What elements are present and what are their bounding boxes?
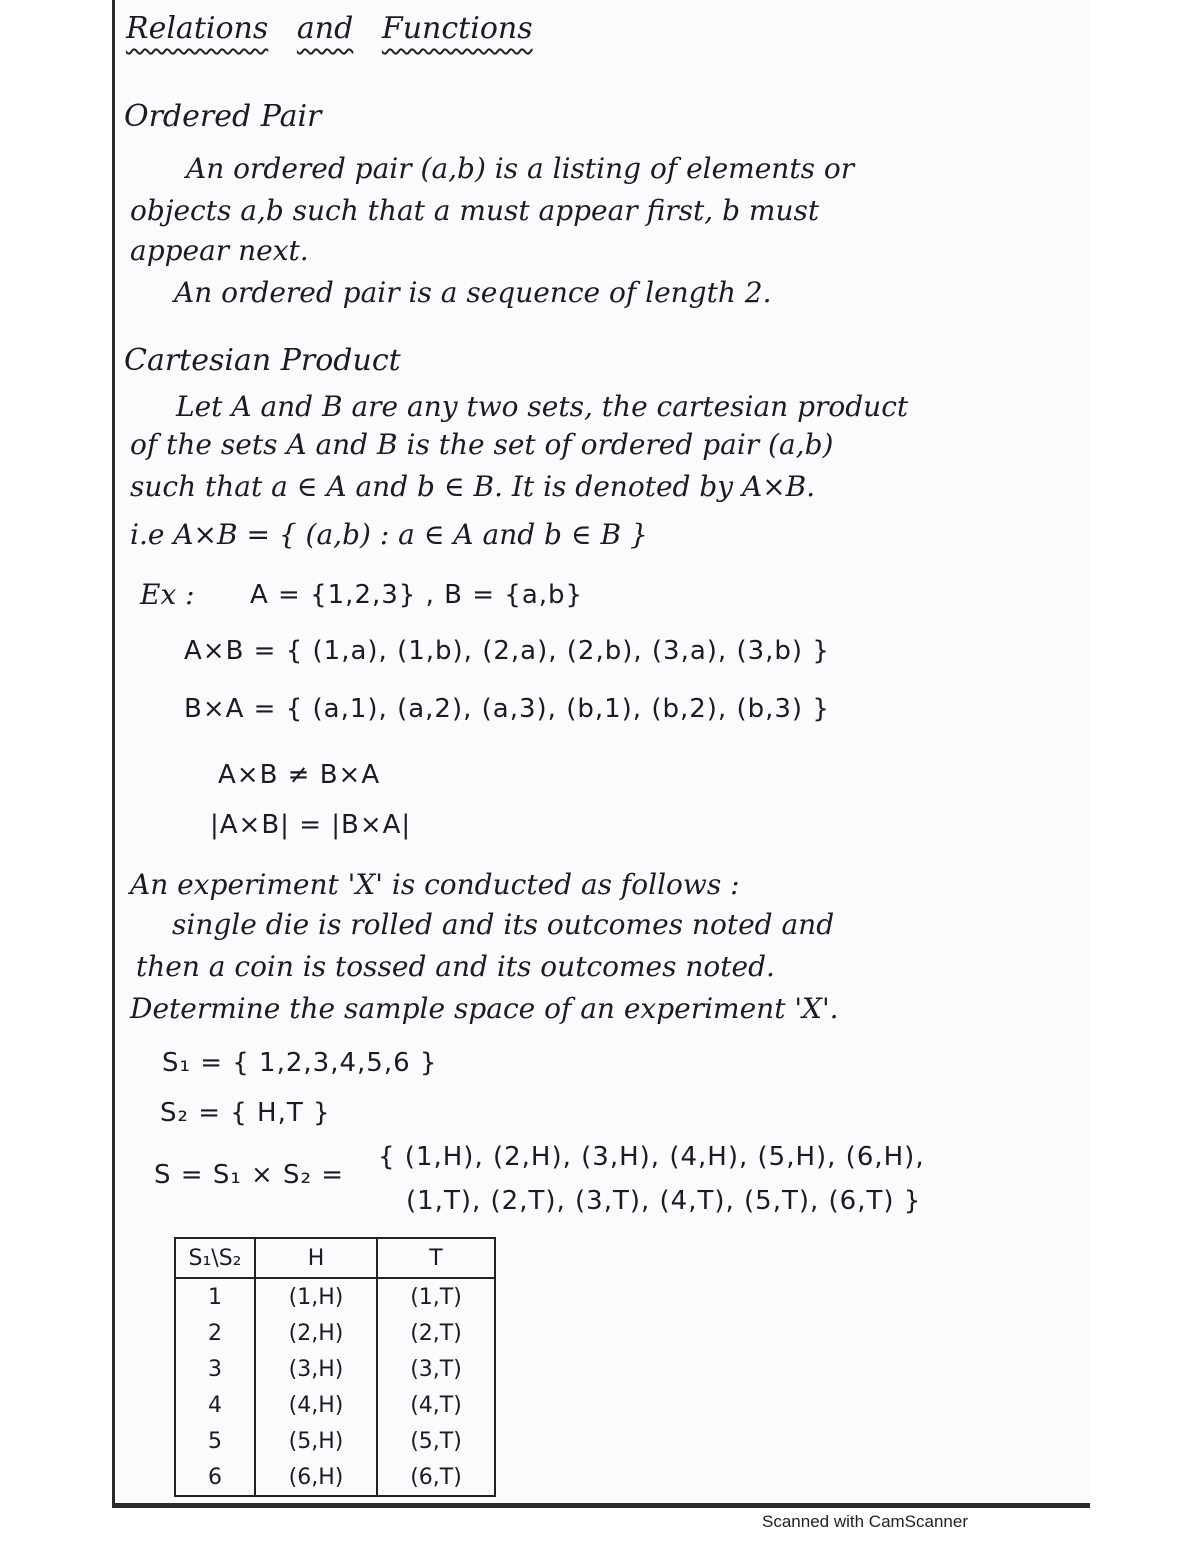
table-row xyxy=(175,1351,495,1387)
experiment-line-2: single die is rolled and its outcomes noted and xyxy=(172,908,835,941)
table-row xyxy=(175,1315,495,1351)
table-cell: (2,T) xyxy=(377,1315,495,1351)
ordered-pair-heading: Ordered Pair xyxy=(124,99,322,134)
cartesian-line-4: i.e A×B = { (a,b) : a ∈ A and b ∈ B } xyxy=(130,518,648,551)
sample-space-s1: S₁ = { 1,2,3,4,5,6 } xyxy=(162,1048,438,1078)
title-word-relations: Relations xyxy=(126,11,269,46)
experiment-line-1: An experiment 'X' is conducted as follows : xyxy=(130,868,740,901)
title-word-functions: Functions xyxy=(381,11,533,46)
example-label: Ex : xyxy=(140,578,195,611)
table-row-label: 5 xyxy=(175,1423,255,1459)
table-cell: (1,T) xyxy=(377,1278,495,1315)
ordered-pair-line-2: objects a,b such that a must appear first, b must xyxy=(130,194,820,227)
ordered-pair-line-4: An ordered pair is a sequence of length 2. xyxy=(174,276,772,309)
table-row xyxy=(175,1423,495,1459)
example-bxa: B×A = { (a,1), (a,2), (a,3), (b,1), (b,2), (b,3) } xyxy=(184,694,830,724)
table-row xyxy=(175,1278,495,1315)
sample-space-s-label: S = S₁ × S₂ = xyxy=(154,1160,345,1190)
cartesian-heading: Cartesian Product xyxy=(124,343,401,378)
table-cell: (6,T) xyxy=(377,1459,495,1496)
table-cell: (5,T) xyxy=(377,1423,495,1459)
sample-space-s-line-2: (1,T), (2,T), (3,T), (4,T), (5,T), (6,T) } xyxy=(406,1186,922,1216)
table-row-label: 3 xyxy=(175,1351,255,1387)
table-cell: (1,H) xyxy=(255,1278,377,1315)
page-title xyxy=(126,12,533,46)
table-row-label: 6 xyxy=(175,1459,255,1496)
sample-space-s-line-1: { (1,H), (2,H), (3,H), (4,H), (5,H), (6,H), xyxy=(378,1142,925,1172)
table-corner-cell: S₁\S₂ xyxy=(175,1238,255,1278)
cartesian-line-3: such that a ∈ A and b ∈ B. It is denoted by A×B. xyxy=(130,470,816,503)
experiment-line-4: Determine the sample space of an experiment 'X'. xyxy=(130,992,839,1025)
ordered-pair-line-3: appear next. xyxy=(130,234,309,267)
cartesian-line-1: Let A and B are any two sets, the cartesian product xyxy=(176,390,909,423)
table-cell: (6,H) xyxy=(255,1459,377,1496)
table-cell: (2,H) xyxy=(255,1315,377,1351)
table-row-label: 2 xyxy=(175,1315,255,1351)
table-row-label: 1 xyxy=(175,1278,255,1315)
table-cell: (3,T) xyxy=(377,1351,495,1387)
experiment-line-3: then a coin is tossed and its outcomes noted. xyxy=(136,950,775,983)
table-row xyxy=(175,1459,495,1496)
table-row xyxy=(175,1387,495,1423)
example-sets: A = {1,2,3} , B = {a,b} xyxy=(250,580,584,610)
title-word-and: and xyxy=(296,11,354,46)
example-inequality: A×B ≠ B×A xyxy=(218,760,381,790)
table-cell: (4,H) xyxy=(255,1387,377,1423)
table-header-row xyxy=(175,1238,495,1278)
table-header-h: H xyxy=(255,1238,377,1278)
table-row-label: 4 xyxy=(175,1387,255,1423)
cartesian-line-2: of the sets A and B is the set of ordered pair (a,b) xyxy=(130,428,834,461)
table-cell: (4,T) xyxy=(377,1387,495,1423)
table-header-t: T xyxy=(377,1238,495,1278)
example-axb: A×B = { (1,a), (1,b), (2,a), (2,b), (3,a), (3,b) } xyxy=(184,636,830,666)
example-cardinality: |A×B| = |B×A| xyxy=(210,810,412,840)
table-cell: (3,H) xyxy=(255,1351,377,1387)
sample-space-s2: S₂ = { H,T } xyxy=(160,1098,331,1128)
sample-space-table xyxy=(174,1237,496,1497)
camscanner-watermark: Scanned with CamScanner xyxy=(762,1512,969,1531)
ordered-pair-line-1: An ordered pair (a,b) is a listing of elements or xyxy=(186,152,855,185)
table-cell: (5,H) xyxy=(255,1423,377,1459)
